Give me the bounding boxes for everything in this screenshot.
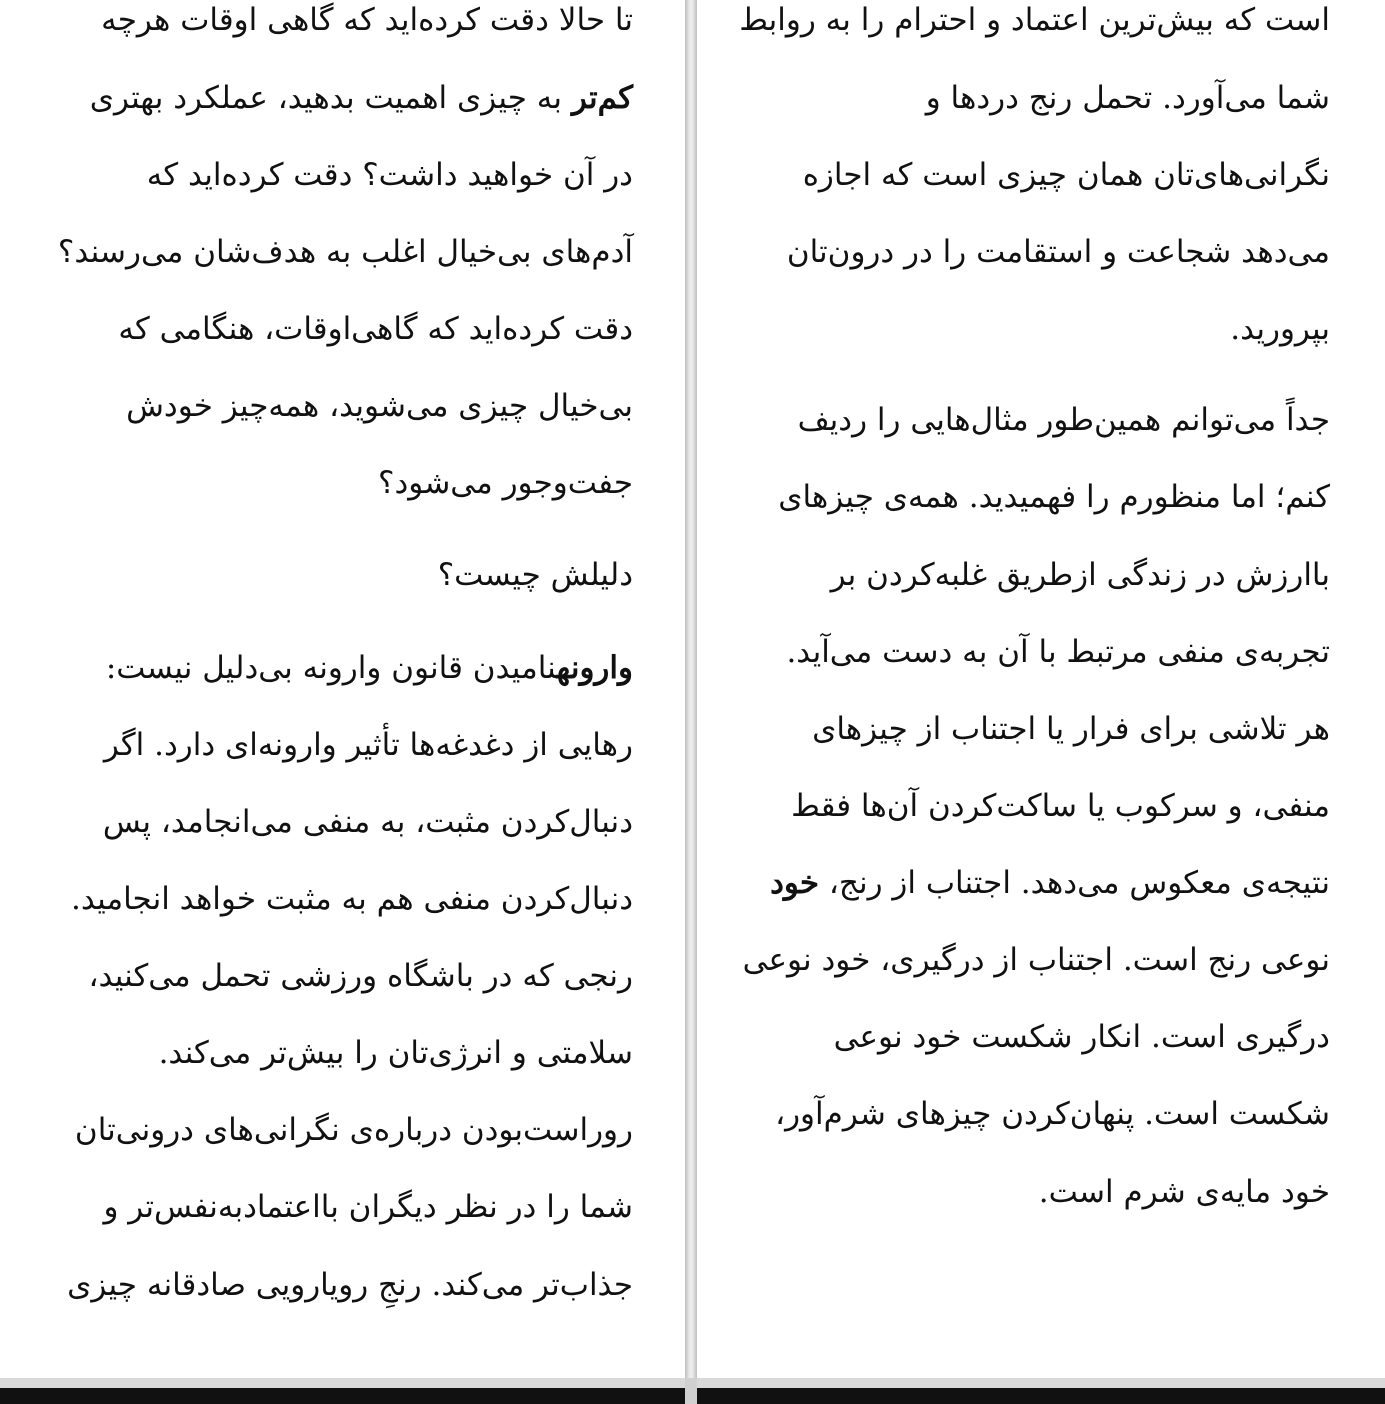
text-line bbox=[90, 78, 633, 118]
right-footer-bar bbox=[697, 1388, 1385, 1404]
line-text: به چیزی اهمیت بدهید، عملکرد بهتری bbox=[89, 80, 563, 116]
left-footer-bar bbox=[0, 1388, 685, 1404]
text-line: جذاب‌تر می‌کند. رنجِ رویارویی صادقانه چیزی bbox=[67, 1267, 633, 1303]
text-line: سلامتی و انرژی‌تان را بیش‌تر می‌کند. bbox=[158, 1035, 633, 1071]
line-text: نتیجه‌ی معکوس می‌دهد. اجتناب از رنج، bbox=[828, 865, 1330, 901]
text-line: دلیلش چیست؟ bbox=[437, 557, 633, 593]
text-line: جداً می‌توانم همین‌طور مثال‌هایی را ردیف bbox=[797, 402, 1330, 438]
text-line: روراست‌بودن درباره‌ی نگرانی‌های درونی‌تان bbox=[74, 1112, 633, 1148]
text-line: شما می‌آورد. تحمل رنج دردها و bbox=[925, 80, 1330, 116]
text-line: کنم؛ اما منظورم را فهمیدید. همه‌ی چیزهای bbox=[778, 479, 1330, 515]
text-line: دنبال‌کردن منفی هم به مثبت خواهد انجامید. bbox=[71, 881, 633, 917]
text-line: تا حالا دقت کرده‌اید که گاهی اوقات هرچه bbox=[101, 2, 633, 38]
text-line: دقت کرده‌اید که گاهی‌اوقات، هنگامی که bbox=[118, 311, 633, 347]
text-line: هر تلاشی برای فرار یا اجتناب از چیزهای bbox=[812, 711, 1330, 747]
text-line: تجربه‌ی منفی مرتبط با آن به دست می‌آید. bbox=[786, 634, 1330, 670]
left-page bbox=[0, 0, 685, 1378]
text-line: باارزش در زندگی ازطریق غلبه‌کردن بر bbox=[830, 557, 1330, 593]
footer-gap bbox=[685, 1378, 697, 1404]
text-line: نوعی رنج است. اجتناب از درگیری، خود نوعی bbox=[742, 942, 1330, 978]
text-line: جفت‌وجور می‌شود؟ bbox=[378, 465, 633, 501]
line-text: نامیدن قانون وارونه بی‌دلیل نیست: bbox=[105, 650, 557, 686]
text-line: در آن خواهید داشت؟ دقت کرده‌اید که bbox=[146, 157, 633, 193]
text-line: شکست است. پنهان‌کردن چیزهای شرم‌آور، bbox=[775, 1096, 1330, 1132]
text-line: دنبال‌کردن مثبت، به منفی می‌انجامد، پس bbox=[102, 804, 633, 840]
text-line: رنجی که در باشگاه ورزشی تحمل می‌کنید، bbox=[88, 958, 633, 994]
text-line: منفی، و سرکوب یا ساکت‌کردن آن‌ها فقط bbox=[791, 788, 1330, 824]
right-page bbox=[697, 0, 1385, 1378]
text-line: آدم‌های بی‌خیال اغلب به هدف‌شان می‌رسند؟ bbox=[57, 234, 633, 270]
text-line: می‌دهد شجاعت و استقامت را در درون‌تان bbox=[786, 234, 1330, 270]
text-line bbox=[770, 863, 1330, 903]
text-line: رهایی از دغدغه‌ها تأثیر وارونه‌ای دارد. اگر bbox=[103, 727, 633, 763]
bold-word: وارونه bbox=[556, 650, 633, 686]
text-line: شما را در نظر دیگران بااعتمادبه‌نفس‌تر و bbox=[103, 1189, 633, 1225]
text-line: است که بیش‌ترین اعتماد و احترام را به روابط bbox=[739, 2, 1330, 38]
text-line: بی‌خیال چیزی می‌شوید، همه‌چیز خودش bbox=[126, 388, 633, 424]
text-line: بپرورید. bbox=[1230, 311, 1330, 347]
text-line: خود مایه‌ی شرم است. bbox=[1038, 1174, 1330, 1210]
text-line: درگیری است. انکار شکست خود نوعی bbox=[833, 1019, 1330, 1055]
bold-word: کم‌تر bbox=[571, 80, 633, 116]
text-line: نگرانی‌های‌تان همان چیزی است که اجازه bbox=[802, 157, 1330, 193]
text-line bbox=[106, 648, 633, 688]
page-gutter bbox=[685, 0, 697, 1378]
bold-word: خود bbox=[770, 865, 820, 901]
